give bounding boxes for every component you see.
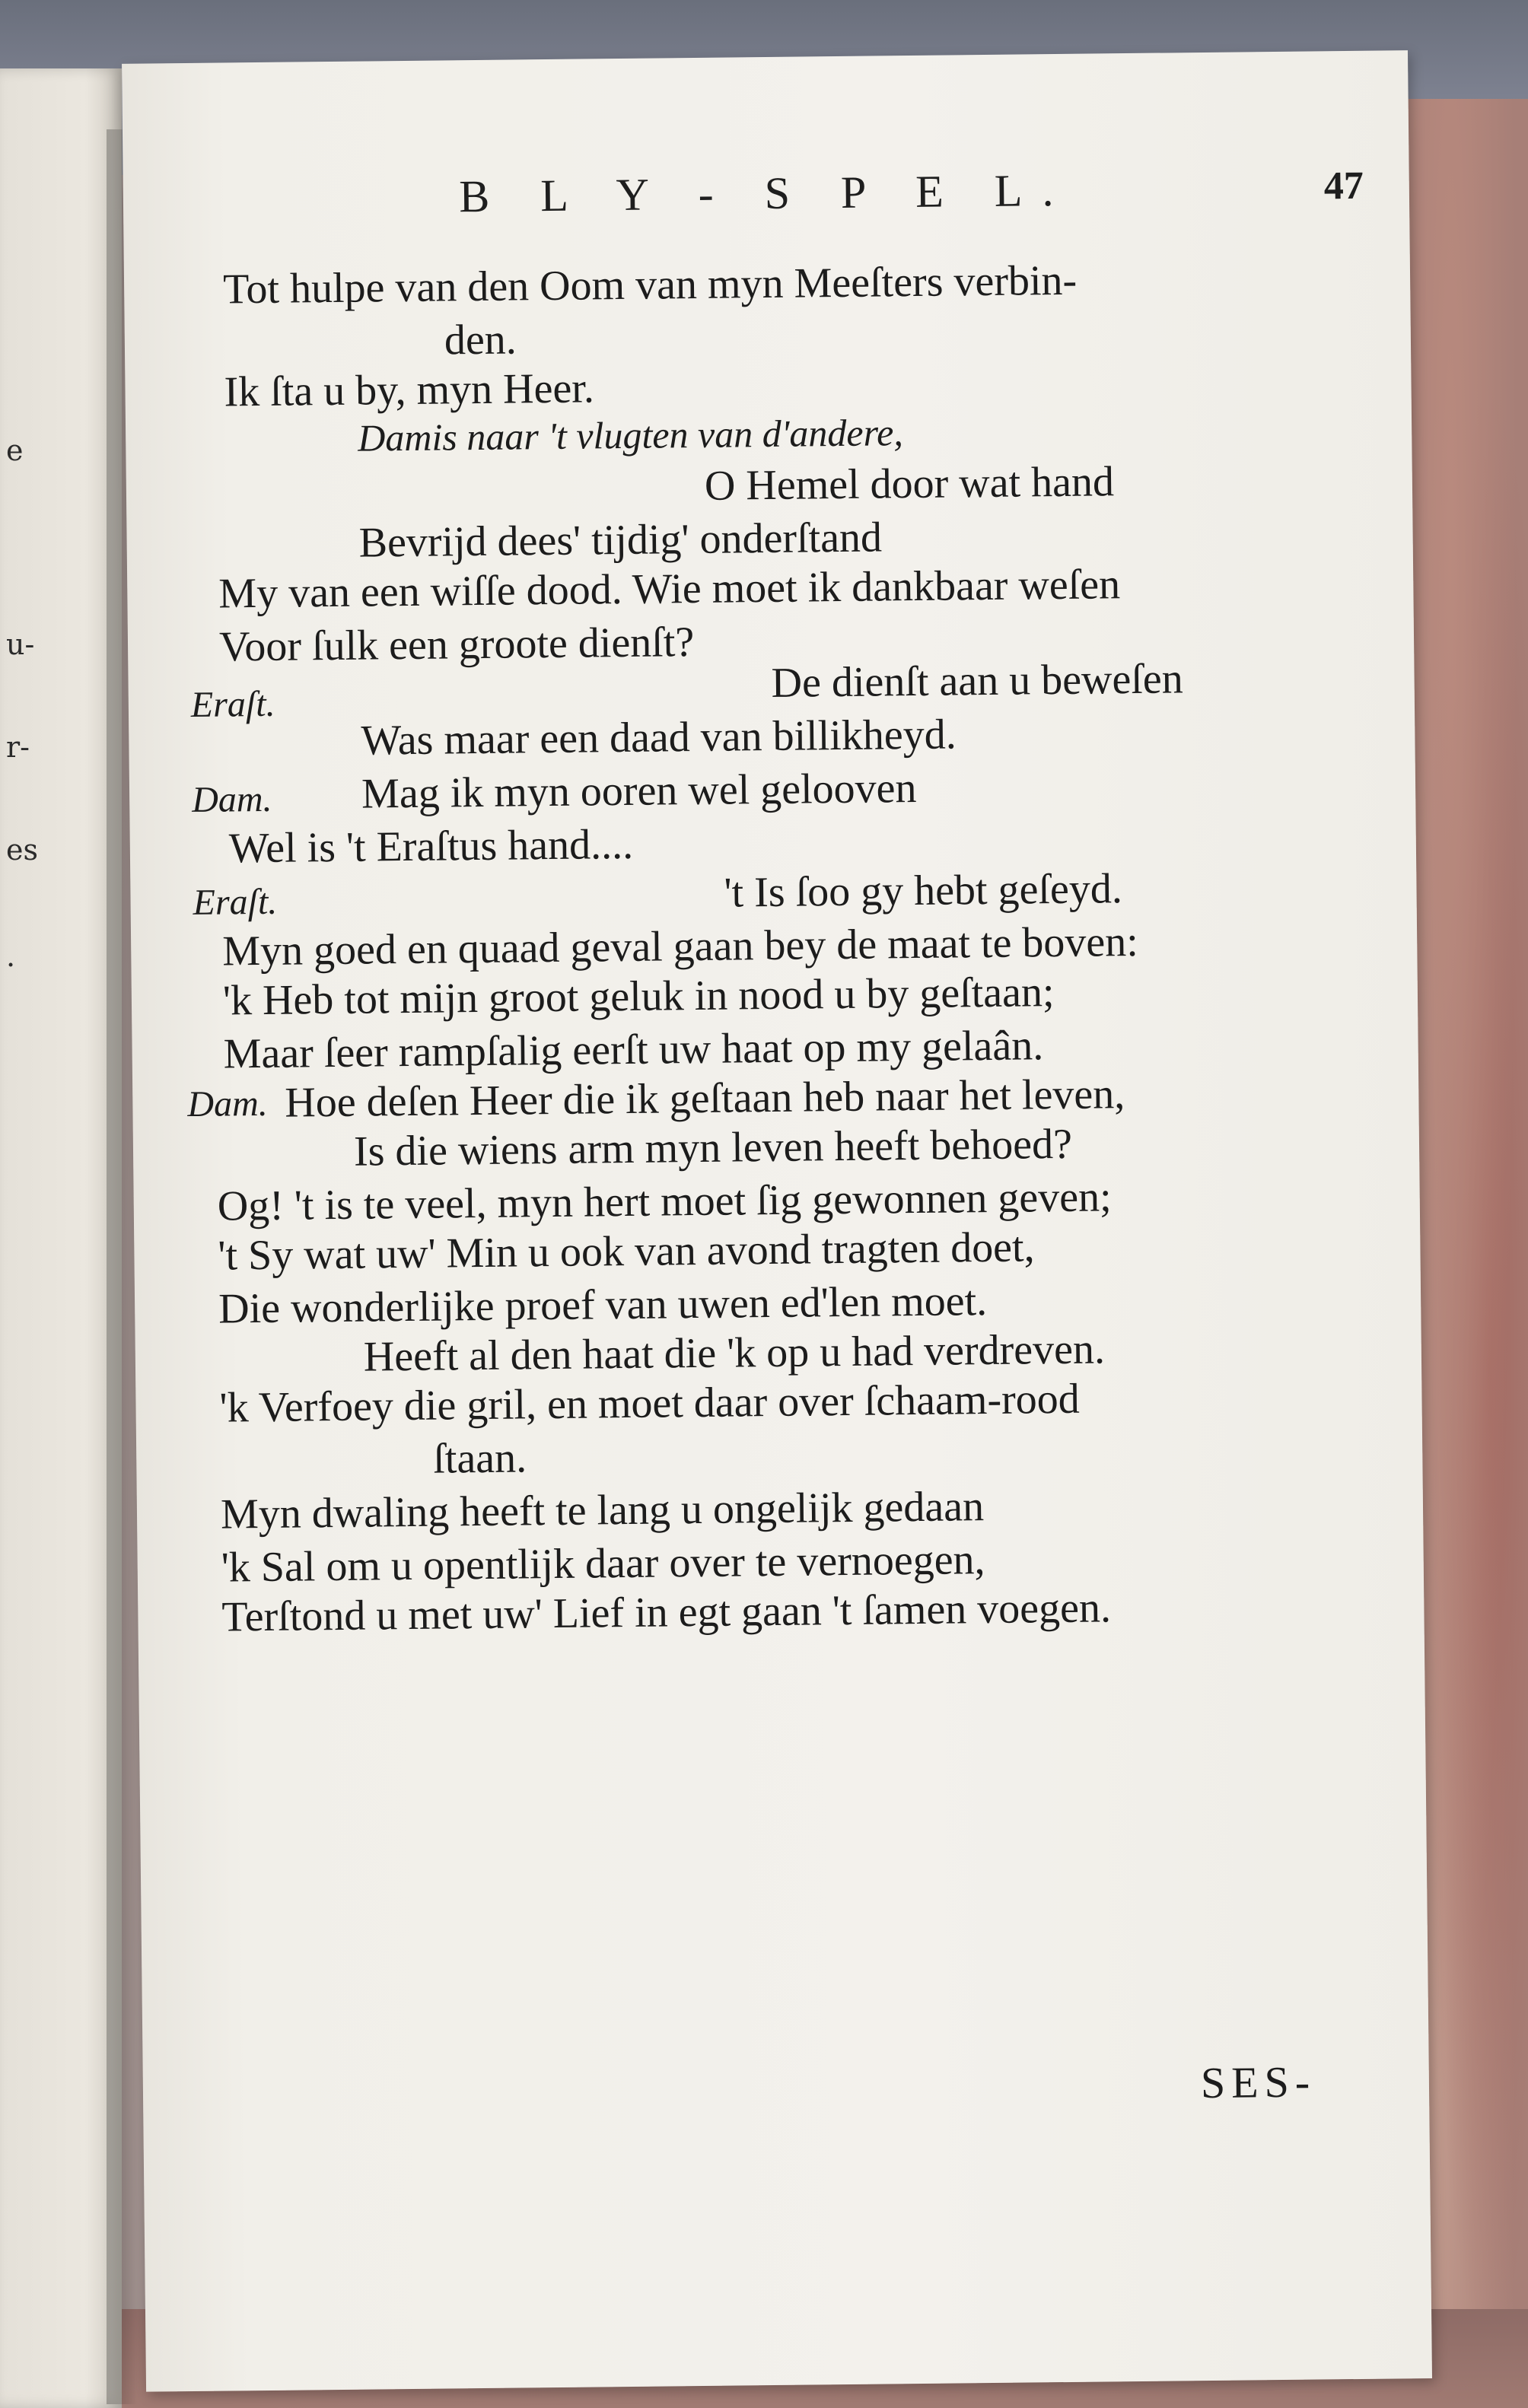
text-line: My van een wiſſe dood. Wie moet ik dankbaar weſen	[218, 561, 1121, 618]
facing-page-fragment: es	[6, 833, 38, 867]
stage-direction: Damis naar 't vlugten van d'andere,	[357, 411, 904, 460]
text-line: De dienſt aan u beweſen	[771, 655, 1184, 707]
text-line: Tot hulpe van den Oom van myn Meeſters verbin-	[222, 256, 1078, 313]
text-line: ſtaan.	[432, 1434, 527, 1483]
text-line: Heeft al den haat die 'k op u had verdreven.	[363, 1325, 1106, 1381]
text-line: Myn dwaling heeft te lang u ongelijk gedaan	[220, 1483, 985, 1538]
text-line: Die wonderlijke proef van uwen ed'len moet.	[218, 1277, 988, 1333]
text-line: Hoe deſen Heer die ik geſtaan heb naar het leven,	[285, 1070, 1125, 1127]
facing-page-fragment: .	[6, 940, 16, 973]
text-line: den.	[444, 316, 517, 364]
facing-page-fragment: r-	[6, 730, 30, 764]
running-head: B L Y - S P E L.	[458, 164, 1074, 222]
text-line: 'k Sal om u opentlijk daar over te vernoegen,	[221, 1536, 985, 1592]
facing-page-fragment: u-	[6, 628, 35, 661]
book-page	[122, 50, 1432, 2392]
text-line: Ik ſta u by, myn Heer.	[224, 364, 595, 416]
speaker-dam: Dam.	[187, 1083, 268, 1125]
speaker-erast: Eraſt.	[190, 683, 275, 725]
play-text	[122, 50, 1426, 1814]
facing-page-fragment: e	[6, 434, 24, 467]
text-line: 'k Heb tot mijn groot geluk in nood u by geſtaan;	[222, 969, 1055, 1025]
text-line: Bevrijd dees' tijdig' onderſtand	[358, 514, 883, 567]
speaker-dam: Dam.	[191, 778, 272, 820]
text-line: Is die wiens arm myn leven heeft behoed?	[353, 1120, 1073, 1175]
text-line: Mag ik myn ooren wel gelooven	[361, 764, 917, 818]
text-line: Terſtond u met uw' Lief in egt gaan 't ſamen voegen.	[221, 1584, 1112, 1641]
text-line: Maar ſeer rampſalig eerſt uw haat op my gelaân.	[223, 1022, 1044, 1078]
text-line: Og! 't is te veel, myn hert moet ſig gewonnen geven;	[217, 1173, 1112, 1230]
speaker-erast: Eraſt.	[193, 881, 278, 923]
facing-page	[0, 68, 122, 2408]
catchword: SES-	[1200, 2057, 1316, 2108]
page-number: 47	[1323, 164, 1364, 208]
text-line: Wel is 't Eraſtus hand....	[228, 820, 634, 873]
text-line: 'k Verfoey die gril, en moet daar over ſchaam-rood	[219, 1375, 1080, 1432]
text-line: Myn goed en quaad geval gaan bey de maat te boven:	[221, 918, 1139, 975]
text-line: 't Is ſoo gy hebt geſeyd.	[724, 865, 1123, 917]
text-line: 't Sy wat uw' Min u ook van avond tragten doet,	[218, 1223, 1035, 1280]
text-line: O Hemel door wat hand	[704, 458, 1115, 510]
text-line: Voor ſulk een groote dienſt?	[218, 619, 695, 671]
text-line: Was maar een daad van billikheyd.	[361, 711, 957, 765]
